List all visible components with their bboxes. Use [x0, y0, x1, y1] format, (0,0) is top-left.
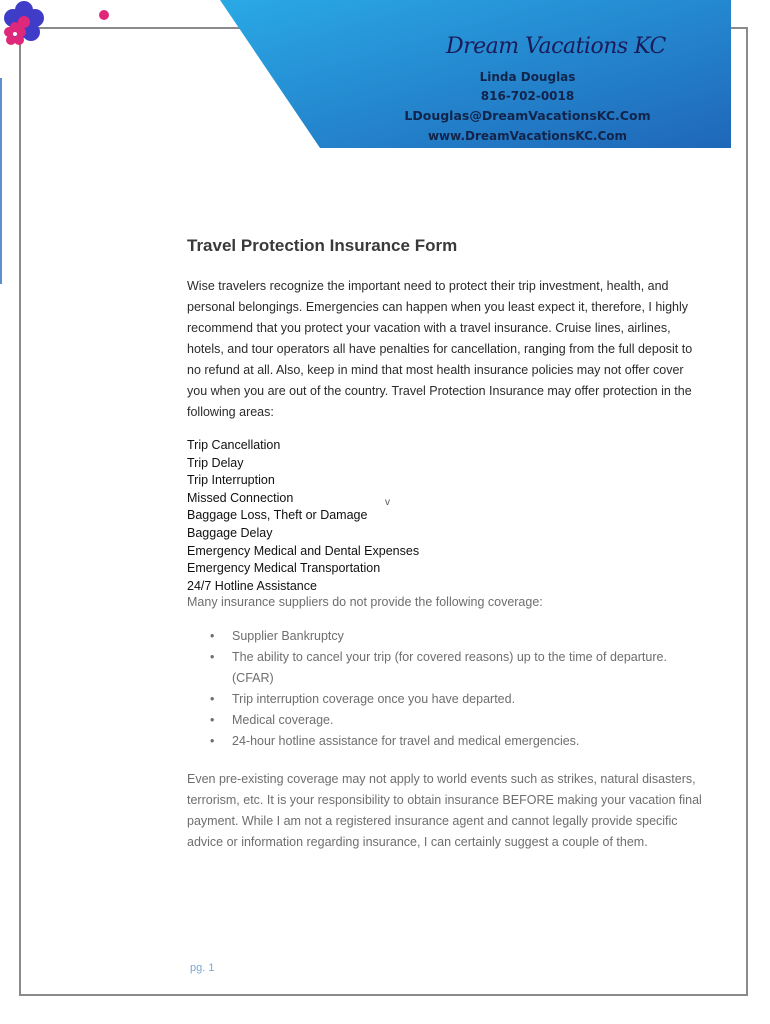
- closing-paragraph: Even pre-existing coverage may not apply to world events such as strikes, natural disasters, terrorism, etc. It is your responsibility to obtain insurance BEFORE making your vacation final payment. While I am not a registered insurance agent and cannot legally provide specific advice or information regarding insurance, I can certainly suggest a couple of them.: [187, 772, 702, 849]
- protection-area-item: Missed Connection: [187, 490, 294, 505]
- not-provided-item: [210, 647, 710, 689]
- page-title: Travel Protection Insurance Form: [187, 236, 458, 255]
- bullet-icon: •: [210, 692, 215, 706]
- protection-area-item: Baggage Loss, Theft or Damage: [187, 508, 368, 523]
- logo-wordmark: Dream Vacations KC: [446, 34, 666, 59]
- not-provided-item: [210, 689, 710, 710]
- not-provided-text: 24-hour hotline assistance for travel and medical emergencies.: [232, 734, 580, 748]
- not-provided-intro: Many insurance suppliers do not provide the following coverage:: [187, 595, 543, 609]
- bullet-icon: •: [210, 713, 215, 727]
- page-number: pg. 1: [190, 962, 215, 974]
- bullet-icon: •: [210, 734, 215, 748]
- hibiscus-logo-icon: [0, 0, 210, 50]
- not-provided-item: [210, 731, 710, 752]
- intro-paragraph: Wise travelers recognize the important need to protect their trip investment, health, and personal belongings. Emergencies can happen when you least expect it, therefore, I highly recommend that you protect your vacation with a travel insurance. Cruise lines, airlines, hotels, and tour operators all have penalties for cancellation, ranging from the full deposit to no refund at all. Also, keep in mind that most health insurance policies may not offer cover you when you are out of the country. Travel Protection Insurance may offer protection in the following areas:: [187, 279, 693, 419]
- bullet-icon: •: [210, 650, 215, 664]
- protection-area-item: Emergency Medical and Dental Expenses: [187, 543, 420, 558]
- protection-area-item: Trip Delay: [187, 455, 244, 470]
- protection-area-item: Baggage Delay: [187, 525, 273, 540]
- document-body: [187, 236, 707, 595]
- not-provided-item: [210, 710, 710, 731]
- contact-email[interactable]: LDouglas@DreamVacationsKC.Com: [404, 108, 651, 123]
- not-provided-text: Medical coverage.: [232, 713, 334, 727]
- not-provided-list: [210, 626, 710, 752]
- header-banner: [0, 0, 770, 150]
- contact-block: [404, 68, 651, 146]
- contact-name: Linda Douglas: [479, 70, 576, 84]
- protection-area-item: 24/7 Hotline Assistance: [187, 578, 317, 593]
- not-provided-text: Trip interruption coverage once you have departed.: [232, 692, 516, 706]
- stray-mark: v: [385, 497, 390, 508]
- not-provided-text: The ability to cancel your trip (for covered reasons) up to the time of departure. (CFAR): [232, 650, 667, 685]
- protection-area-item: Trip Interruption: [187, 473, 275, 488]
- protection-area-item: Emergency Medical Transportation: [187, 561, 381, 576]
- not-provided-text: Supplier Bankruptcy: [232, 629, 344, 643]
- contact-phone: 816-702-0018: [480, 89, 575, 103]
- contact-website[interactable]: www.DreamVacationsKC.Com: [427, 129, 628, 143]
- bullet-icon: •: [210, 629, 215, 643]
- protection-area-item: Trip Cancellation: [187, 438, 281, 452]
- protection-areas-list: [187, 437, 707, 595]
- not-provided-item: [210, 626, 710, 647]
